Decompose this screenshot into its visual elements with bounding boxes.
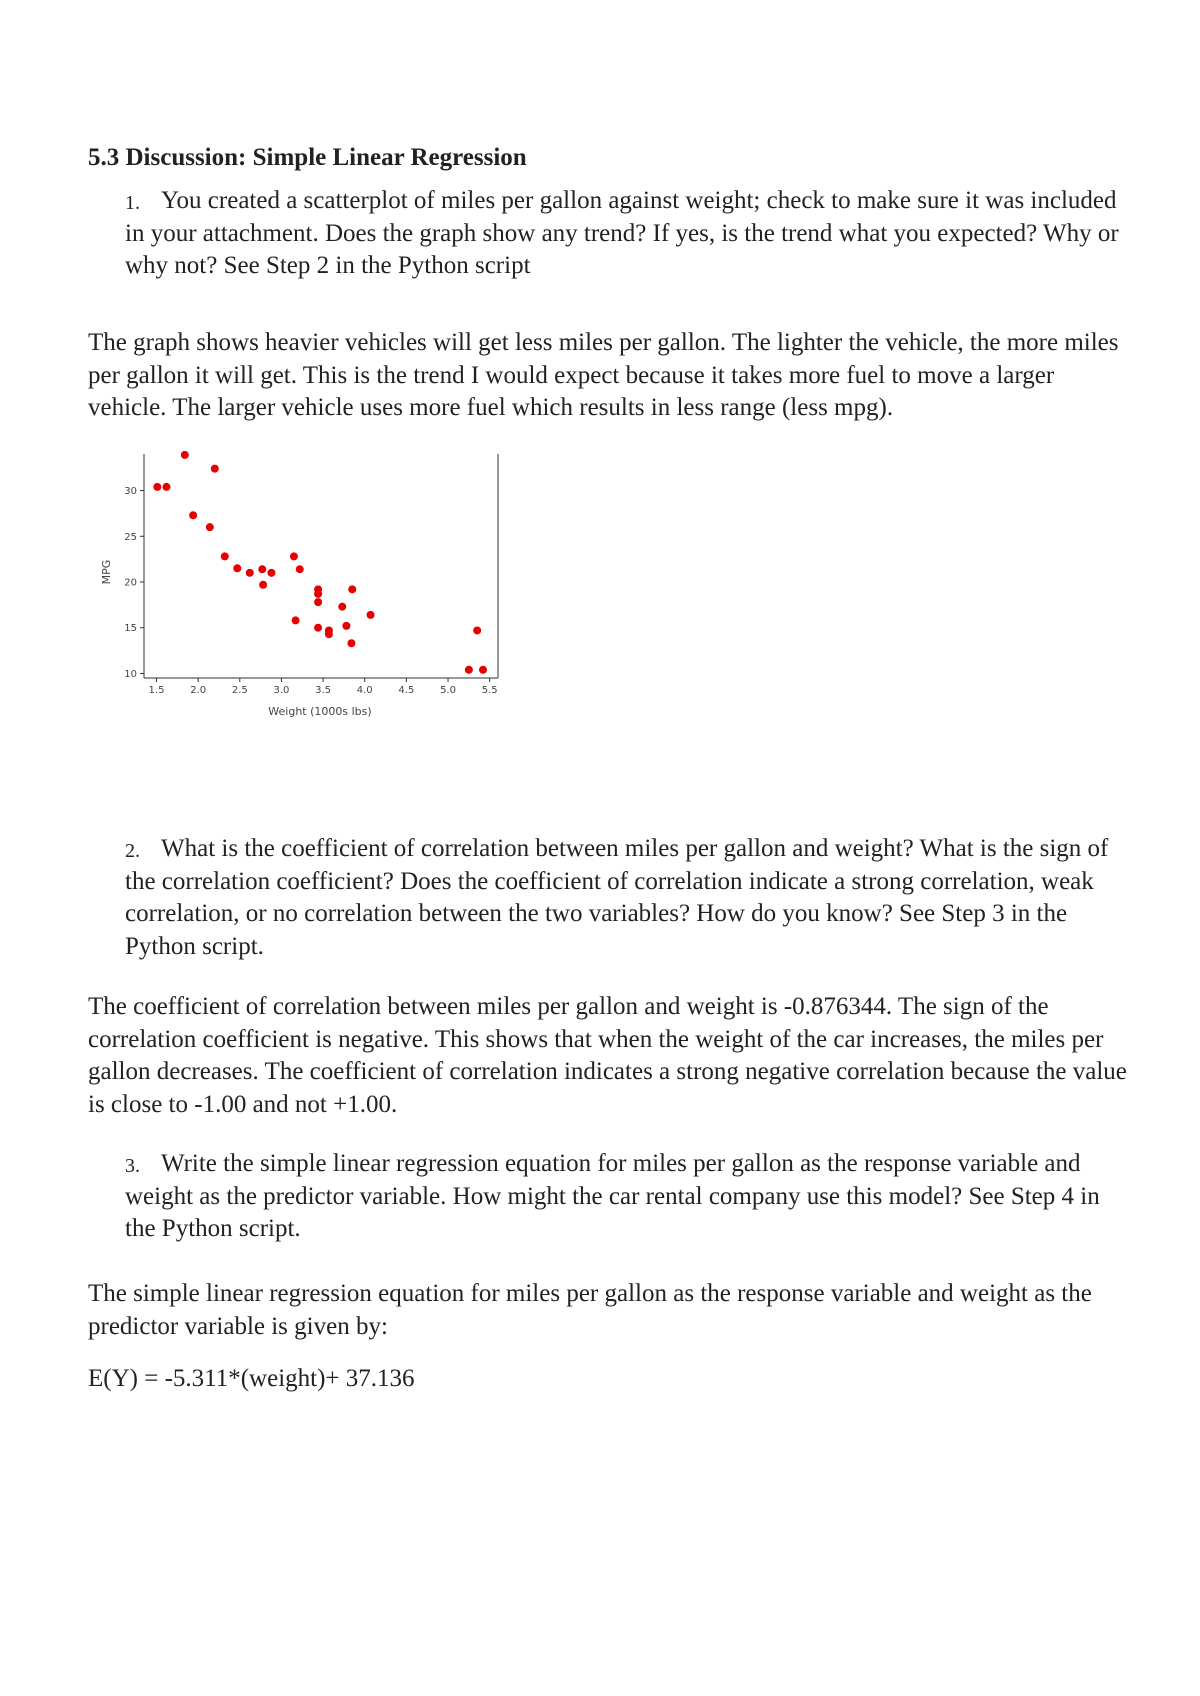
data-point	[211, 465, 219, 473]
x-tick-label: 1.5	[148, 685, 165, 696]
data-point	[314, 598, 322, 606]
data-point	[342, 622, 350, 630]
data-point	[348, 585, 356, 593]
regression-equation: E(Y) = -5.311*(weight)+ 37.136	[88, 1365, 415, 1392]
data-point	[181, 451, 189, 459]
scatter-plot-svg	[88, 448, 508, 728]
question-text: What is the coefficient of correlation between miles per gallon and weight? What is the sign of the correlation coefficient? Does the coefficient of correlation indicate a strong correlation, weak correlation, or no correlation between the two variables? How do you know? See Step 3 in the Python script.	[125, 835, 1109, 960]
y-tick-label: 25	[124, 531, 137, 543]
answer-1: The graph shows heavier vehicles will get less miles per gallon. The lighter the vehicle, the more miles per gallon it will get. This is the trend I would expect because it takes more fuel to move a larger vehicle. The larger vehicle uses more fuel which results in less range (less mpg).	[88, 329, 1119, 421]
question-2	[125, 833, 1125, 963]
data-point	[465, 666, 473, 674]
data-point	[267, 569, 275, 577]
y-tick-label: 15	[124, 623, 137, 635]
data-point	[258, 565, 266, 573]
data-point	[479, 666, 487, 674]
data-point	[296, 565, 304, 573]
data-point	[473, 626, 481, 634]
y-tick-label: 30	[124, 486, 137, 498]
data-point	[290, 552, 298, 560]
x-axis-label: Weight (1000s lbs)	[268, 705, 372, 718]
question-text: Write the simple linear regression equation for miles per gallon as the response variable and weight as the predictor variable. How might the car rental company use this model? See Step 4 in the Python script.	[125, 1150, 1100, 1242]
x-tick-label: 3.0	[273, 685, 290, 696]
data-point	[162, 483, 170, 491]
x-tick-label: 4.0	[356, 685, 373, 696]
question-number: 3.	[125, 1155, 140, 1177]
data-point	[347, 639, 355, 647]
data-point	[314, 624, 322, 632]
x-tick-label: 2.0	[190, 685, 207, 696]
data-point	[259, 581, 267, 589]
data-point	[338, 603, 346, 611]
data-point	[189, 511, 197, 519]
data-point	[233, 564, 241, 572]
answer-3: The simple linear regression equation for miles per gallon as the response variable and weight as the predictor variable is given by:	[88, 1280, 1092, 1340]
data-point	[221, 552, 229, 560]
x-tick-label: 3.5	[315, 685, 332, 696]
data-point	[246, 569, 254, 577]
data-point	[292, 616, 300, 624]
data-point	[206, 523, 214, 531]
x-tick-label: 5.5	[481, 685, 498, 696]
y-tick-label: 20	[124, 577, 137, 589]
data-point	[367, 611, 375, 619]
question-number: 2.	[125, 840, 140, 862]
scatter-chart	[88, 448, 508, 733]
y-axis-label: MPG	[100, 559, 113, 585]
answer-2: The coefficient of correlation between miles per gallon and weight is -0.876344. The sign of the correlation coefficient is negative. This shows that when the weight of the car increases, the miles per gallon decreases. The coefficient of correlation indicates a strong negative correlation because the value is close to -1.00 and not +1.00.	[88, 993, 1127, 1118]
question-1	[125, 185, 1125, 283]
x-tick-label: 2.5	[231, 685, 248, 696]
document-title: 5.3 Discussion: Simple Linear Regression	[88, 144, 527, 171]
question-3	[125, 1148, 1125, 1246]
x-tick-label: 4.5	[398, 685, 415, 696]
data-point	[314, 590, 322, 598]
data-point	[153, 483, 161, 491]
y-tick-label: 10	[124, 668, 137, 680]
question-number: 1.	[125, 192, 140, 214]
x-tick-label: 5.0	[440, 685, 456, 696]
data-point	[325, 630, 333, 638]
question-text: You created a scatterplot of miles per gallon against weight; check to make sure it was included in your attachment. Does the graph show any trend? If yes, is the trend what you expected? Why or why not? See Step 2 in the Python script	[125, 187, 1119, 279]
